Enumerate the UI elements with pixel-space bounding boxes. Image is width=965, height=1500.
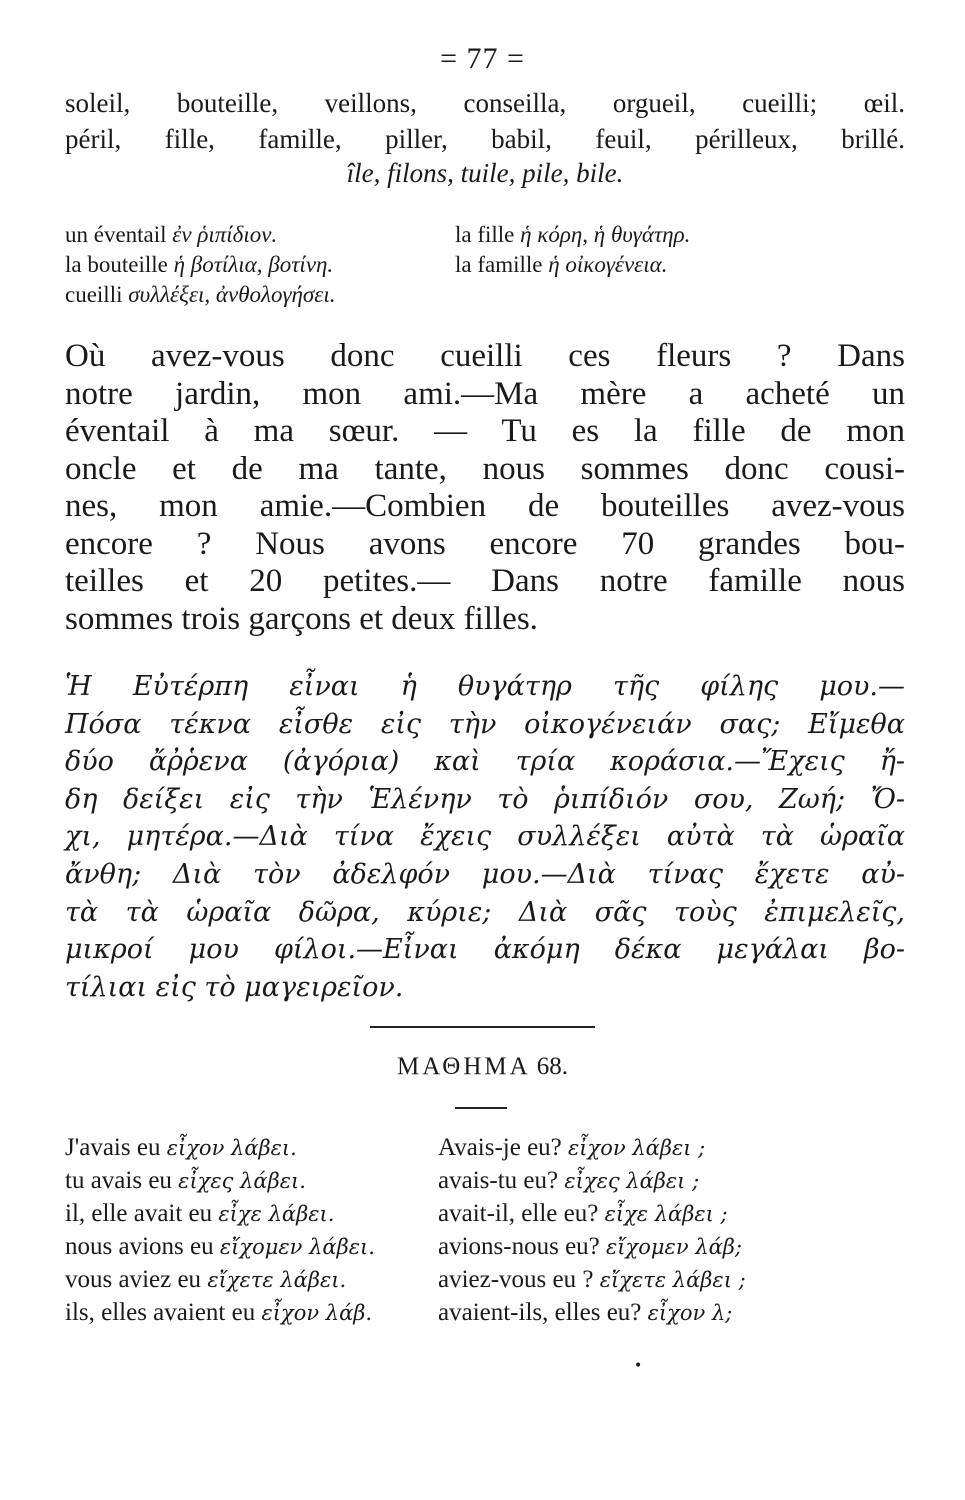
affirmative-fr: vous aviez eu <box>65 1266 202 1293</box>
greek-line: Πόσα τέκνα εἶσθε εἰς τὴν οἰκογένειάν σας; Εἴμεθα <box>65 708 905 740</box>
vocab-gr: συλλέξει, ἀνθολογήσει. <box>128 282 336 307</box>
greek-exercise-paragraph <box>65 668 905 1006</box>
paragraph-line: oncle et de ma tante, nous sommes donc cousi- <box>65 450 905 487</box>
affirmative-gr: εἶχες λάβει. <box>178 1169 306 1193</box>
interrogative-fr: avaient-ils, elles eu? <box>438 1299 642 1326</box>
short-divider <box>455 1107 507 1109</box>
vocab-entry <box>65 252 333 278</box>
word-list-line: péril, fille, famille, piller, babil, feuil, périlleux, brillé. <box>65 124 905 154</box>
greek-line: τὰ τὰ ὡραῖα δῶρα, κύριε; Διὰ σᾶς τοὺς ἐπιμελεῖς, <box>65 896 905 928</box>
page-number: = 77 = <box>440 42 525 75</box>
paragraph-line: nes, mon amie.—Combien de bouteilles avez-vous <box>65 488 905 524</box>
lesson-heading <box>0 1053 965 1081</box>
interrogative-gr: εἶχες λάβει ; <box>564 1169 700 1193</box>
ink-speck: • <box>634 1358 643 1374</box>
conjugation-row <box>65 1164 905 1197</box>
interrogative-gr: εἶχον λάβει ; <box>568 1136 706 1160</box>
vocab-gr: ἡ οἰκογένεια. <box>548 252 668 277</box>
paragraph-line: Où avez-vous donc cueilli ces fleurs ? Dans <box>65 338 905 374</box>
interrogative-fr: avait-il, elle eu? <box>438 1200 599 1227</box>
conjugation-row <box>65 1296 905 1329</box>
lesson-title: ΜΑΘΗΜΑ <box>397 1053 531 1080</box>
affirmative-gr: εἶχον λάβει. <box>166 1136 297 1160</box>
affirmative-gr: εἶχε λάβει. <box>218 1202 335 1226</box>
interrogative-fr: avions-nous eu? <box>438 1233 600 1260</box>
greek-line: δη δείξει εἰς τὴν Ἑλένην τὸ ῥιπίδιόν σου, Ζωή; Ὄ- <box>65 783 905 815</box>
interrogative-fr: Avais-je eu? <box>438 1134 562 1161</box>
word-list-line-italic: île, filons, tuile, pile, bile. <box>346 158 624 188</box>
vocab-gr: ἐν ῥιπίδιον. <box>172 222 278 247</box>
vocab-fr: la bouteille <box>65 252 168 277</box>
word-list-line: soleil, bouteille, veillons, conseilla, orgueil, cueilli; œil. <box>65 88 905 118</box>
vocab-entry <box>455 252 667 278</box>
affirmative-gr: εἴχετε λάβει. <box>207 1268 347 1292</box>
paragraph-line: sommes trois garçons et deux filles. <box>65 600 538 637</box>
vocab-gr: ἡ βοτίλια, βοτίνη. <box>173 252 334 277</box>
paragraph-line: notre jardin, mon ami.—Ma mère a acheté un <box>65 375 905 412</box>
affirmative-fr: nous avions eu <box>65 1233 214 1260</box>
vocab-fr: la famille <box>455 252 543 277</box>
interrogative-fr: aviez-vous eu ? <box>438 1266 594 1293</box>
affirmative-gr: εἶχον λάβ. <box>261 1301 373 1325</box>
conjugation-table <box>65 1131 905 1329</box>
vocab-entry <box>65 222 277 248</box>
paragraph-line: teilles et 20 petites.— Dans notre famille nous <box>65 563 905 599</box>
interrogative-gr: εἶχον λ; <box>647 1301 733 1325</box>
interrogative-gr: εἴχετε λάβει ; <box>599 1268 746 1292</box>
vocab-gr: ἡ κόρη, ἡ θυγάτηρ. <box>520 222 691 247</box>
affirmative-fr: il, elle avait eu <box>65 1200 213 1227</box>
french-exercise-paragraph <box>65 338 905 638</box>
affirmative-gr: εἴχομεν λάβει. <box>219 1235 375 1259</box>
section-divider <box>370 1026 595 1028</box>
greek-line: ἄνθη; Διὰ τὸν ἀδελφόν μου.—Διὰ τίνας ἔχετε αὐ- <box>65 858 905 890</box>
greek-line: Ἡ Εὐτέρπη εἶναι ἡ θυγάτηρ τῆς φίλης μου.— <box>65 671 905 702</box>
vocab-entry <box>455 222 690 248</box>
vocab-fr: la fille <box>455 222 515 247</box>
conjugation-row <box>65 1230 905 1263</box>
affirmative-fr: ils, elles avaient eu <box>65 1299 256 1326</box>
conjugation-row <box>65 1197 905 1230</box>
interrogative-gr: εἶχε λάβει ; <box>604 1202 728 1226</box>
conjugation-row <box>65 1263 905 1296</box>
paragraph-line: éventail à ma sœur. — Tu es la fille de mon <box>65 413 905 449</box>
affirmative-fr: J'avais eu <box>65 1134 161 1161</box>
paragraph-line: encore ? Nous avons encore 70 grandes bou- <box>65 525 905 562</box>
greek-line: δύο ἄῤῥενα (ἀγόρια) καὶ τρία κοράσια.—Ἔχεις ἤ- <box>65 746 905 778</box>
greek-line: μικροί μου φίλοι.—Εἶναι ἀκόμη δέκα μεγάλαι βο- <box>65 934 905 966</box>
interrogative-gr: εἴχομεν λάβ; <box>606 1235 742 1259</box>
conjugation-row <box>65 1131 905 1164</box>
vocab-entry <box>65 282 335 308</box>
vocab-fr: cueilli <box>65 282 123 307</box>
greek-line: χι, μητέρα.—Διὰ τίνα ἔχεις συλλέξει αὐτὰ τὰ ὡραῖα <box>65 821 905 853</box>
lesson-number: 68. <box>536 1053 568 1080</box>
affirmative-fr: tu avais eu <box>65 1167 172 1194</box>
vocab-fr: un éventail <box>65 222 167 247</box>
interrogative-fr: avais-tu eu? <box>438 1167 559 1194</box>
greek-line: τίλιαι εἰς τὸ μαγειρεῖον. <box>65 971 404 1003</box>
